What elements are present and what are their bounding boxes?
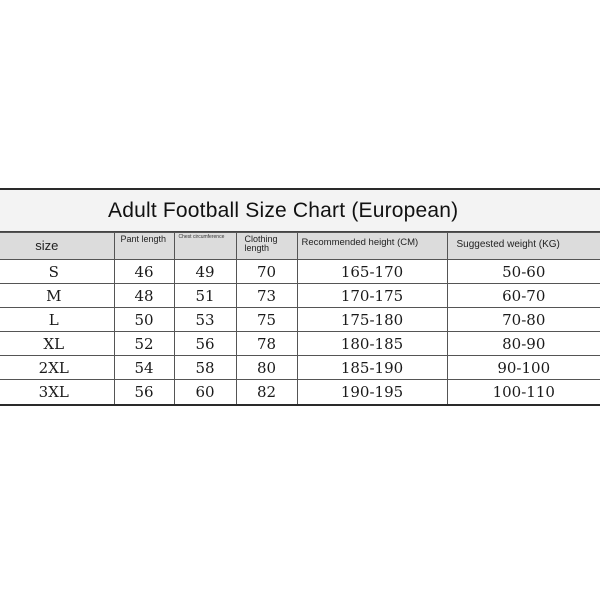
cell-clothing-length: 70 [236,260,297,284]
cell-clothing-length: 73 [236,284,297,308]
cell-chest: 60 [174,380,236,404]
table-row [0,260,600,284]
cell-pant-length: 56 [114,380,174,404]
size-table [0,232,600,404]
cell-height: 190-195 [297,380,447,404]
cell-size: S [0,260,114,284]
cell-clothing-length: 75 [236,308,297,332]
cell-size: L [0,308,114,332]
table-row [0,284,600,308]
cell-chest: 51 [174,284,236,308]
size-chart [0,188,600,406]
cell-chest: 58 [174,356,236,380]
cell-height: 185-190 [297,356,447,380]
cell-height: 170-175 [297,284,447,308]
cell-chest: 53 [174,308,236,332]
cell-weight: 60-70 [447,284,600,308]
header-suggested-weight: Suggested weight (KG) [447,233,600,260]
table-row [0,332,600,356]
header-size: size [0,233,114,260]
cell-height: 175-180 [297,308,447,332]
header-clothing-length: Clothing length [236,233,297,260]
cell-pant-length: 54 [114,356,174,380]
cell-clothing-length: 78 [236,332,297,356]
cell-pant-length: 52 [114,332,174,356]
header-recommended-height: Recommended height (CM) [297,233,447,260]
header-chest-circumference: Chest circumference [174,233,236,260]
title-bar [0,190,600,232]
cell-pant-length: 50 [114,308,174,332]
cell-height: 165-170 [297,260,447,284]
chart-title: Adult Football Size Chart (European) [108,198,459,222]
cell-chest: 49 [174,260,236,284]
cell-size: M [0,284,114,308]
cell-height: 180-185 [297,332,447,356]
cell-pant-length: 48 [114,284,174,308]
cell-weight: 70-80 [447,308,600,332]
cell-clothing-length: 82 [236,380,297,404]
cell-size: 2XL [0,356,114,380]
cell-weight: 90-100 [447,356,600,380]
cell-pant-length: 46 [114,260,174,284]
cell-size: XL [0,332,114,356]
cell-weight: 50-60 [447,260,600,284]
cell-weight: 100-110 [447,380,600,404]
cell-clothing-length: 80 [236,356,297,380]
table-row [0,308,600,332]
table-row [0,380,600,404]
cell-weight: 80-90 [447,332,600,356]
header-pant-length: Pant length [114,233,174,260]
cell-size: 3XL [0,380,114,404]
cell-chest: 56 [174,332,236,356]
header-row [0,233,600,260]
table-row [0,356,600,380]
